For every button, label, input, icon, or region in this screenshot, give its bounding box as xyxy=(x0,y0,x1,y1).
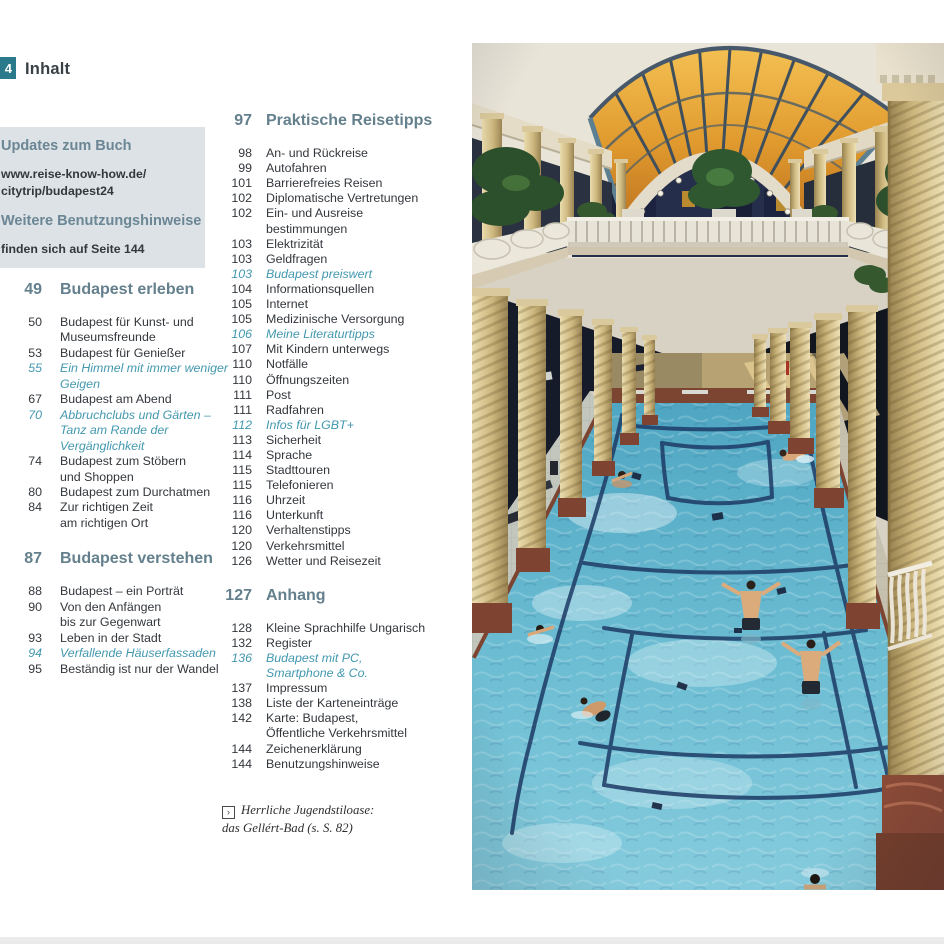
toc-entry-title: Telefonieren xyxy=(266,478,334,493)
toc-column-right xyxy=(222,113,462,772)
toc-entry-title: Kleine Sprachhilfe Ungarisch xyxy=(266,620,426,635)
toc-entry xyxy=(0,584,240,599)
toc-entry-page-number: 142 xyxy=(231,711,252,726)
toc-entry-title: Sprache xyxy=(266,447,313,462)
toc-section-title: Budapest erleben xyxy=(60,281,195,298)
toc-entry-title: Internet xyxy=(266,297,309,312)
gellert-bath-photo xyxy=(472,43,944,890)
toc-entry-page-number: 104 xyxy=(231,281,252,296)
toc-entry-page-number: 110 xyxy=(232,372,252,387)
toc-entry-title: Museumsfreunde xyxy=(60,330,156,345)
toc-entry-page-number: 105 xyxy=(231,297,252,312)
toc-entry-title: Post xyxy=(266,387,291,402)
toc-entry-page-number: 137 xyxy=(231,681,252,696)
toc-entry-title: Tanz am Rande der xyxy=(60,423,169,438)
toc-entry-page-number xyxy=(222,726,252,741)
toc-entry-title: Barrierefreies Reisen xyxy=(266,176,383,191)
toc-entry-title: Leben in der Stadt xyxy=(60,630,162,645)
info-box-url-line1: www.reise-know-how.de/ xyxy=(1,167,147,181)
caption-line2: das Gellért-Bad (s. S. 82) xyxy=(222,820,353,835)
toc-entry xyxy=(0,454,240,469)
toc-entry-page-number: 116 xyxy=(232,508,252,523)
toc-entry-page-number: 103 xyxy=(231,236,252,251)
toc-entry-page-number: 102 xyxy=(231,191,252,206)
toc-entry-continuation xyxy=(0,377,240,392)
toc-entry-title: Zeichenerklärung xyxy=(266,741,362,756)
toc-entry-page-number xyxy=(0,439,42,454)
toc-entry xyxy=(222,681,462,696)
toc-entry-page-number: 67 xyxy=(28,392,42,407)
toc-entry-page-number: 115 xyxy=(232,478,252,493)
toc-entry-title: An- und Rückreise xyxy=(266,146,368,161)
toc-entry-page-number: 112 xyxy=(232,417,252,432)
updates-info-box xyxy=(0,127,205,268)
toc-entry-continuation xyxy=(0,423,240,438)
toc-entry-title: Verkehrsmittel xyxy=(266,538,345,553)
toc-entry xyxy=(222,342,462,357)
toc-section-page-number: 97 xyxy=(234,112,252,129)
toc-entry-page-number: 115 xyxy=(232,463,252,478)
toc-section-heading xyxy=(0,550,240,568)
toc-entry xyxy=(222,146,462,161)
toc-entry-title: Budapest – ein Porträt xyxy=(60,584,184,599)
toc-entry-title: bestimmungen xyxy=(266,221,348,236)
toc-entry-page-number: 84 xyxy=(28,500,42,515)
toc-entry-title: Mit Kindern unterwegs xyxy=(266,342,390,357)
toc-entry-continuation xyxy=(222,222,462,237)
toc-entry-title: Infos für LGBT+ xyxy=(266,417,354,432)
toc-entry xyxy=(222,191,462,206)
toc-entry-page-number: 95 xyxy=(28,661,42,676)
toc-section-title: Budapest verstehen xyxy=(60,550,213,568)
toc-entry-title: Verfallende Häuserfassaden xyxy=(60,646,216,661)
toc-entry-title: Ein Himmel mit immer weniger xyxy=(60,361,228,376)
toc-entry xyxy=(222,463,462,478)
toc-entry xyxy=(222,161,462,176)
toc-entry xyxy=(222,297,462,312)
toc-entry-title: Budapest zum Durchatmen xyxy=(60,484,211,499)
photo-caption xyxy=(222,802,462,837)
toc-entry xyxy=(0,315,240,330)
toc-entry-title: Autofahren xyxy=(266,161,327,176)
gellert-bath-illustration xyxy=(472,43,944,890)
toc-entry-title: Diplomatische Vertretungen xyxy=(266,191,419,206)
toc-entry-page-number xyxy=(0,516,42,531)
toc-entry-page-number xyxy=(222,222,252,237)
toc-entry-title: Öffnungszeiten xyxy=(266,372,350,387)
toc-entry-page-number: 111 xyxy=(233,387,252,402)
toc-entry xyxy=(222,696,462,711)
toc-entry xyxy=(0,361,240,376)
toc-entry-continuation xyxy=(0,439,240,454)
toc-entry xyxy=(222,711,462,726)
toc-entry-page-number: 110 xyxy=(232,357,252,372)
toc-entry-title: Medizinische Versorgung xyxy=(266,312,405,327)
toc-section-page-number: 87 xyxy=(24,550,42,568)
toc-entry-page-number: 116 xyxy=(232,493,252,508)
toc-entry-title: Öffentliche Verkehrsmittel xyxy=(266,726,407,741)
toc-entry-title: Smartphone & Co. xyxy=(266,666,368,681)
toc-entry xyxy=(222,312,462,327)
toc-entry-page-number: 105 xyxy=(231,312,252,327)
toc-entry-page-number: 144 xyxy=(231,741,252,756)
toc-entry-title: bis zur Gegenwart xyxy=(60,615,161,630)
toc-entry xyxy=(0,631,240,646)
toc-entry-title: Wetter und Reisezeit xyxy=(266,553,381,568)
toc-entry xyxy=(0,408,240,423)
toc-entry-continuation xyxy=(0,470,240,485)
toc-entry-title: Sicherheit xyxy=(266,432,322,447)
toc-entry-page-number xyxy=(0,377,42,392)
toc-entry-title: und Shoppen xyxy=(60,469,134,484)
toc-entry-title: Von den Anfängen xyxy=(60,599,162,614)
caption-arrow-icon: › xyxy=(222,806,235,819)
toc-entry-page-number: 74 xyxy=(28,454,42,469)
toc-entry xyxy=(222,206,462,221)
toc-entry xyxy=(0,662,240,677)
toc-entry xyxy=(0,500,240,515)
toc-section xyxy=(0,281,240,531)
toc-entry-title: Budapest mit PC, xyxy=(266,651,363,665)
toc-entry-page-number: 120 xyxy=(231,538,252,553)
toc-section xyxy=(0,550,240,677)
toc-entry-page-number: 103 xyxy=(231,251,252,266)
toc-entry-page-number: 113 xyxy=(232,432,252,447)
toc-entry-page-number: 128 xyxy=(231,620,252,635)
toc-entry-page-number: 70 xyxy=(28,407,42,422)
toc-entry-page-number: 93 xyxy=(28,630,42,645)
toc-entry-title: Radfahren xyxy=(266,402,324,417)
info-box-url-line2: citytrip/budapest24 xyxy=(1,184,114,198)
toc-entry-title: Meine Literaturtipps xyxy=(266,327,375,342)
toc-section xyxy=(222,588,462,772)
toc-entry-title: Stadttouren xyxy=(266,463,331,478)
toc-entry-continuation xyxy=(0,615,240,630)
toc-entry-page-number: 102 xyxy=(231,206,252,221)
toc-entry-page-number: 106 xyxy=(231,327,252,342)
toc-entry-page-number: 55 xyxy=(28,361,42,376)
toc-entry-title: Verhaltenstipps xyxy=(266,523,351,538)
toc-entry-page-number: 90 xyxy=(28,599,42,614)
toc-entry-title: Notfälle xyxy=(266,357,309,372)
toc-entry xyxy=(0,600,240,615)
toc-entry-page-number xyxy=(0,470,42,485)
toc-section-heading xyxy=(222,588,462,603)
toc-entry-title: Elektrizität xyxy=(266,236,324,251)
toc-entry xyxy=(222,621,462,636)
toc-entry-page-number: 103 xyxy=(231,266,252,281)
toc-entry-title: Liste der Karteneinträge xyxy=(266,696,399,711)
toc-entry-title: Impressum xyxy=(266,681,328,696)
toc-entry-page-number: 98 xyxy=(238,146,252,161)
toc-entry-continuation xyxy=(222,666,462,681)
toc-entry-title: Budapest für Genießer xyxy=(60,345,186,360)
toc-section xyxy=(222,113,462,569)
toc-entry-title: Budapest zum Stöbern xyxy=(60,454,187,469)
toc-entry-page-number: 144 xyxy=(231,756,252,771)
toc-entry-continuation xyxy=(222,726,462,741)
info-box-heading-updates: Updates zum Buch xyxy=(1,138,132,154)
toc-entry-page-number xyxy=(0,423,42,438)
toc-entry-page-number: 50 xyxy=(28,315,42,329)
toc-entry xyxy=(222,508,462,523)
toc-entry-title: Uhrzeit xyxy=(266,493,306,508)
toc-entry xyxy=(222,237,462,252)
toc-entry-continuation xyxy=(0,330,240,345)
toc-entry-title: Geldfragen xyxy=(266,251,328,266)
toc-entry-page-number: 126 xyxy=(231,553,252,568)
toc-entry xyxy=(222,373,462,388)
toc-entry-title: Informationsquellen xyxy=(266,281,375,296)
toc-entry-page-number: 120 xyxy=(231,523,252,538)
toc-entry xyxy=(222,418,462,433)
toc-entry xyxy=(0,392,240,407)
toc-entry-page-number: 94 xyxy=(28,646,42,661)
toc-entry-page-number: 80 xyxy=(28,484,42,499)
toc-entry-continuation xyxy=(0,516,240,531)
toc-section-title: Anhang xyxy=(266,586,326,604)
toc-entry-page-number: 101 xyxy=(231,176,252,191)
toc-entry xyxy=(222,757,462,772)
toc-entry-title: Abbruchclubs und Gärten – xyxy=(60,407,211,422)
toc-section-title: Praktische Reisetipps xyxy=(266,112,433,129)
info-box-note: finden sich auf Seite 144 xyxy=(1,242,145,256)
toc-entry xyxy=(222,327,462,342)
toc-entry-title: Beständig ist nur der Wandel xyxy=(60,661,219,676)
toc-entry xyxy=(0,646,240,661)
toc-entry xyxy=(222,523,462,538)
toc-entry-page-number: 132 xyxy=(231,635,252,650)
toc-entry-title: Karte: Budapest, xyxy=(266,711,359,726)
toc-entry-title: Budapest für Kunst- und xyxy=(60,315,194,329)
toc-entry xyxy=(222,403,462,418)
toc-entry xyxy=(222,636,462,651)
toc-entry-title: Register xyxy=(266,635,313,650)
toc-entry xyxy=(222,742,462,757)
toc-entry xyxy=(222,448,462,463)
toc-entry xyxy=(222,267,462,282)
toc-entry-page-number: 114 xyxy=(232,447,252,462)
toc-entry xyxy=(222,282,462,297)
toc-entry-page-number xyxy=(0,330,42,345)
page-title: Inhalt xyxy=(25,60,71,78)
toc-entry-page-number: 107 xyxy=(231,342,252,357)
toc-entry-title: Geigen xyxy=(60,376,100,391)
toc-entry xyxy=(0,346,240,361)
toc-entry-title: am richtigen Ort xyxy=(60,515,149,530)
toc-column-left xyxy=(0,281,240,677)
page-bottom-edge xyxy=(0,937,944,944)
toc-entry-page-number: 138 xyxy=(231,696,252,711)
toc-entry-title: Vergänglichkeit xyxy=(60,438,145,453)
toc-section-page-number: 127 xyxy=(225,586,252,604)
toc-entry-page-number: 136 xyxy=(231,651,252,665)
toc-entry-title: Unterkunft xyxy=(266,508,324,523)
caption-line1: Herrliche Jugendstiloase: xyxy=(241,803,375,817)
toc-entry-title: Benutzungshinweise xyxy=(266,756,380,771)
toc-entry xyxy=(222,357,462,372)
toc-entry xyxy=(222,252,462,267)
toc-entry xyxy=(0,485,240,500)
toc-entry-title: Zur richtigen Zeit xyxy=(60,500,153,515)
toc-entry-page-number: 53 xyxy=(28,345,42,360)
toc-entry xyxy=(222,433,462,448)
toc-entry xyxy=(222,554,462,569)
toc-entry-page-number: 111 xyxy=(233,402,252,417)
toc-section-heading xyxy=(222,113,462,128)
toc-entry xyxy=(222,493,462,508)
page-number-badge xyxy=(0,57,16,79)
toc-entry xyxy=(222,478,462,493)
toc-entry-page-number: 99 xyxy=(238,161,252,176)
toc-entry-title: Budapest am Abend xyxy=(60,392,172,407)
toc-section-page-number: 49 xyxy=(24,281,42,298)
toc-entry xyxy=(222,539,462,554)
toc-entry xyxy=(222,651,462,666)
toc-entry-title: Ein- und Ausreise xyxy=(266,206,364,221)
toc-entry xyxy=(222,388,462,403)
info-box-heading-hints: Weitere Benutzungshinweise xyxy=(1,213,202,229)
page-number: 4 xyxy=(4,60,12,76)
toc-entry-page-number xyxy=(0,615,42,630)
toc-entry xyxy=(222,176,462,191)
toc-entry-page-number: 88 xyxy=(28,584,42,599)
toc-section-heading xyxy=(0,281,240,299)
toc-entry-page-number xyxy=(222,666,252,681)
toc-entry-title: Budapest preiswert xyxy=(266,266,373,281)
